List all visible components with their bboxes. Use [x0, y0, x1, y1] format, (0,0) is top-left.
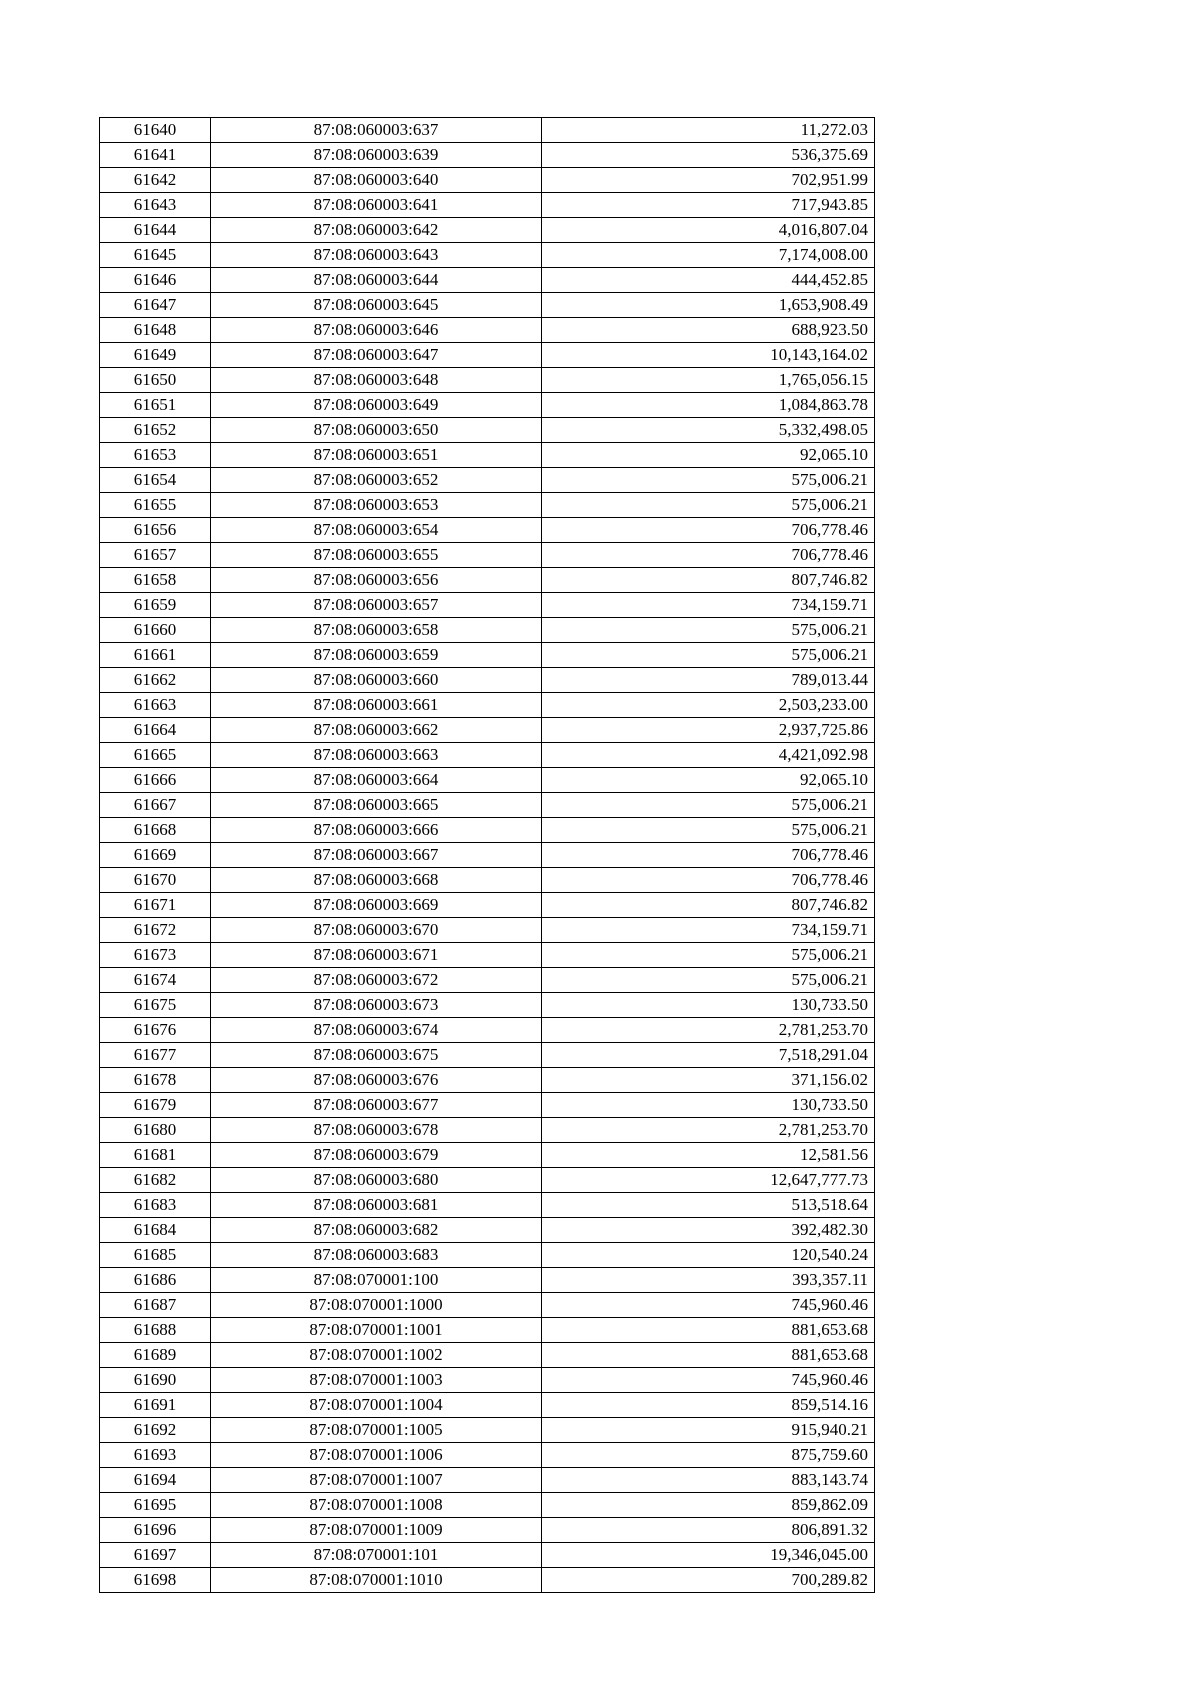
row-number-cell: 61670 — [100, 868, 211, 893]
row-number-cell: 61692 — [100, 1418, 211, 1443]
value-cell: 5,332,498.05 — [542, 418, 875, 443]
value-cell: 706,778.46 — [542, 868, 875, 893]
cadastral-number-cell: 87:08:070001:1001 — [211, 1318, 542, 1343]
cadastral-number-cell: 87:08:070001:1002 — [211, 1343, 542, 1368]
table-row — [100, 618, 875, 643]
table-row — [100, 943, 875, 968]
table-row — [100, 718, 875, 743]
row-number-cell: 61662 — [100, 668, 211, 693]
cadastral-number-cell: 87:08:070001:1003 — [211, 1368, 542, 1393]
cadastral-number-cell: 87:08:060003:672 — [211, 968, 542, 993]
value-cell: 120,540.24 — [542, 1243, 875, 1268]
table-row — [100, 118, 875, 143]
value-cell: 19,346,045.00 — [542, 1543, 875, 1568]
table-row — [100, 1243, 875, 1268]
table-row — [100, 468, 875, 493]
table-row — [100, 1018, 875, 1043]
cadastral-number-cell: 87:08:060003:657 — [211, 593, 542, 618]
cadastral-number-cell: 87:08:060003:650 — [211, 418, 542, 443]
table-row — [100, 1168, 875, 1193]
table-row — [100, 1543, 875, 1568]
value-cell: 859,862.09 — [542, 1493, 875, 1518]
row-number-cell: 61677 — [100, 1043, 211, 1068]
cadastral-number-cell: 87:08:060003:658 — [211, 618, 542, 643]
value-cell: 575,006.21 — [542, 643, 875, 668]
cadastral-number-cell: 87:08:060003:643 — [211, 243, 542, 268]
cadastral-number-cell: 87:08:060003:676 — [211, 1068, 542, 1093]
value-cell: 745,960.46 — [542, 1293, 875, 1318]
value-cell: 392,482.30 — [542, 1218, 875, 1243]
table-row — [100, 1218, 875, 1243]
row-number-cell: 61695 — [100, 1493, 211, 1518]
cadastral-number-cell: 87:08:060003:680 — [211, 1168, 542, 1193]
table-row — [100, 1468, 875, 1493]
table-row — [100, 893, 875, 918]
table-body — [100, 118, 875, 1593]
cadastral-number-cell: 87:08:060003:656 — [211, 568, 542, 593]
value-cell: 92,065.10 — [542, 768, 875, 793]
value-cell: 915,940.21 — [542, 1418, 875, 1443]
cadastral-number-cell: 87:08:060003:655 — [211, 543, 542, 568]
cadastral-number-cell: 87:08:060003:660 — [211, 668, 542, 693]
row-number-cell: 61659 — [100, 593, 211, 618]
row-number-cell: 61656 — [100, 518, 211, 543]
row-number-cell: 61687 — [100, 1293, 211, 1318]
cadastral-number-cell: 87:08:060003:659 — [211, 643, 542, 668]
data-table — [99, 117, 875, 1593]
row-number-cell: 61696 — [100, 1518, 211, 1543]
value-cell: 1,653,908.49 — [542, 293, 875, 318]
table-row — [100, 1143, 875, 1168]
row-number-cell: 61693 — [100, 1443, 211, 1468]
cadastral-number-cell: 87:08:060003:671 — [211, 943, 542, 968]
value-cell: 7,518,291.04 — [542, 1043, 875, 1068]
cadastral-number-cell: 87:08:070001:1000 — [211, 1293, 542, 1318]
table-row — [100, 418, 875, 443]
table-row — [100, 1393, 875, 1418]
row-number-cell: 61652 — [100, 418, 211, 443]
row-number-cell: 61645 — [100, 243, 211, 268]
table-row — [100, 543, 875, 568]
row-number-cell: 61694 — [100, 1468, 211, 1493]
row-number-cell: 61676 — [100, 1018, 211, 1043]
cadastral-number-cell: 87:08:060003:646 — [211, 318, 542, 343]
row-number-cell: 61651 — [100, 393, 211, 418]
value-cell: 4,421,092.98 — [542, 743, 875, 768]
row-number-cell: 61669 — [100, 843, 211, 868]
row-number-cell: 61643 — [100, 193, 211, 218]
cadastral-number-cell: 87:08:060003:681 — [211, 1193, 542, 1218]
table-row — [100, 493, 875, 518]
value-cell: 575,006.21 — [542, 818, 875, 843]
cadastral-number-cell: 87:08:060003:679 — [211, 1143, 542, 1168]
row-number-cell: 61698 — [100, 1568, 211, 1593]
value-cell: 10,143,164.02 — [542, 343, 875, 368]
cadastral-number-cell: 87:08:060003:644 — [211, 268, 542, 293]
value-cell: 2,781,253.70 — [542, 1018, 875, 1043]
row-number-cell: 61681 — [100, 1143, 211, 1168]
table-row — [100, 1293, 875, 1318]
row-number-cell: 61691 — [100, 1393, 211, 1418]
value-cell: 717,943.85 — [542, 193, 875, 218]
table-row — [100, 143, 875, 168]
row-number-cell: 61644 — [100, 218, 211, 243]
cadastral-number-cell: 87:08:060003:651 — [211, 443, 542, 468]
value-cell: 7,174,008.00 — [542, 243, 875, 268]
value-cell: 881,653.68 — [542, 1318, 875, 1343]
row-number-cell: 61674 — [100, 968, 211, 993]
cadastral-number-cell: 87:08:070001:1009 — [211, 1518, 542, 1543]
value-cell: 807,746.82 — [542, 893, 875, 918]
row-number-cell: 61689 — [100, 1343, 211, 1368]
table-row — [100, 293, 875, 318]
row-number-cell: 61650 — [100, 368, 211, 393]
row-number-cell: 61685 — [100, 1243, 211, 1268]
table-row — [100, 968, 875, 993]
value-cell: 706,778.46 — [542, 518, 875, 543]
cadastral-number-cell: 87:08:060003:675 — [211, 1043, 542, 1068]
cadastral-number-cell: 87:08:060003:661 — [211, 693, 542, 718]
table-row — [100, 818, 875, 843]
cadastral-number-cell: 87:08:060003:648 — [211, 368, 542, 393]
cadastral-number-cell: 87:08:060003:665 — [211, 793, 542, 818]
cadastral-number-cell: 87:08:070001:101 — [211, 1543, 542, 1568]
cadastral-number-cell: 87:08:060003:674 — [211, 1018, 542, 1043]
value-cell: 575,006.21 — [542, 943, 875, 968]
cadastral-number-cell: 87:08:060003:652 — [211, 468, 542, 493]
cadastral-number-cell: 87:08:060003:642 — [211, 218, 542, 243]
cadastral-number-cell: 87:08:060003:670 — [211, 918, 542, 943]
cadastral-number-cell: 87:08:060003:649 — [211, 393, 542, 418]
table-row — [100, 768, 875, 793]
cadastral-number-cell: 87:08:070001:1006 — [211, 1443, 542, 1468]
row-number-cell: 61655 — [100, 493, 211, 518]
value-cell: 1,084,863.78 — [542, 393, 875, 418]
row-number-cell: 61657 — [100, 543, 211, 568]
cadastral-number-cell: 87:08:060003:653 — [211, 493, 542, 518]
value-cell: 575,006.21 — [542, 618, 875, 643]
value-cell: 371,156.02 — [542, 1068, 875, 1093]
cadastral-number-cell: 87:08:060003:664 — [211, 768, 542, 793]
table-row — [100, 993, 875, 1018]
cadastral-number-cell: 87:08:060003:663 — [211, 743, 542, 768]
value-cell: 734,159.71 — [542, 593, 875, 618]
cadastral-number-cell: 87:08:060003:678 — [211, 1118, 542, 1143]
value-cell: 1,765,056.15 — [542, 368, 875, 393]
table-row — [100, 1443, 875, 1468]
table-row — [100, 1193, 875, 1218]
value-cell: 11,272.03 — [542, 118, 875, 143]
value-cell: 706,778.46 — [542, 843, 875, 868]
table-row — [100, 443, 875, 468]
row-number-cell: 61686 — [100, 1268, 211, 1293]
table-row — [100, 1343, 875, 1368]
table-row — [100, 218, 875, 243]
row-number-cell: 61697 — [100, 1543, 211, 1568]
value-cell: 806,891.32 — [542, 1518, 875, 1543]
value-cell: 536,375.69 — [542, 143, 875, 168]
table-row — [100, 518, 875, 543]
table-row — [100, 193, 875, 218]
table-row — [100, 1318, 875, 1343]
cadastral-number-cell: 87:08:070001:100 — [211, 1268, 542, 1293]
cadastral-number-cell: 87:08:060003:668 — [211, 868, 542, 893]
row-number-cell: 61642 — [100, 168, 211, 193]
value-cell: 2,937,725.86 — [542, 718, 875, 743]
value-cell: 92,065.10 — [542, 443, 875, 468]
value-cell: 393,357.11 — [542, 1268, 875, 1293]
cadastral-number-cell: 87:08:060003:666 — [211, 818, 542, 843]
value-cell: 130,733.50 — [542, 993, 875, 1018]
row-number-cell: 61680 — [100, 1118, 211, 1143]
table-row — [100, 868, 875, 893]
row-number-cell: 61649 — [100, 343, 211, 368]
value-cell: 4,016,807.04 — [542, 218, 875, 243]
table-row — [100, 1418, 875, 1443]
table-row — [100, 693, 875, 718]
table-row — [100, 343, 875, 368]
row-number-cell: 61661 — [100, 643, 211, 668]
row-number-cell: 61673 — [100, 943, 211, 968]
cadastral-number-cell: 87:08:070001:1010 — [211, 1568, 542, 1593]
value-cell: 881,653.68 — [542, 1343, 875, 1368]
cadastral-number-cell: 87:08:060003:669 — [211, 893, 542, 918]
cadastral-number-cell: 87:08:060003:641 — [211, 193, 542, 218]
cadastral-number-cell: 87:08:060003:647 — [211, 343, 542, 368]
value-cell: 575,006.21 — [542, 493, 875, 518]
value-cell: 859,514.16 — [542, 1393, 875, 1418]
value-cell: 575,006.21 — [542, 968, 875, 993]
cadastral-number-cell: 87:08:070001:1007 — [211, 1468, 542, 1493]
table-row — [100, 593, 875, 618]
row-number-cell: 61683 — [100, 1193, 211, 1218]
table-row — [100, 1493, 875, 1518]
value-cell: 883,143.74 — [542, 1468, 875, 1493]
cadastral-number-cell: 87:08:060003:645 — [211, 293, 542, 318]
row-number-cell: 61660 — [100, 618, 211, 643]
row-number-cell: 61640 — [100, 118, 211, 143]
table-row — [100, 368, 875, 393]
table-row — [100, 743, 875, 768]
table-row — [100, 168, 875, 193]
table-row — [100, 1268, 875, 1293]
row-number-cell: 61684 — [100, 1218, 211, 1243]
table-row — [100, 1093, 875, 1118]
table-row — [100, 793, 875, 818]
row-number-cell: 61646 — [100, 268, 211, 293]
table-row — [100, 268, 875, 293]
cadastral-number-cell: 87:08:060003:637 — [211, 118, 542, 143]
table-row — [100, 1118, 875, 1143]
cadastral-number-cell: 87:08:060003:673 — [211, 993, 542, 1018]
value-cell: 789,013.44 — [542, 668, 875, 693]
row-number-cell: 61648 — [100, 318, 211, 343]
table-row — [100, 318, 875, 343]
value-cell: 734,159.71 — [542, 918, 875, 943]
value-cell: 875,759.60 — [542, 1443, 875, 1468]
value-cell: 12,647,777.73 — [542, 1168, 875, 1193]
row-number-cell: 61672 — [100, 918, 211, 943]
value-cell: 12,581.56 — [542, 1143, 875, 1168]
row-number-cell: 61641 — [100, 143, 211, 168]
value-cell: 688,923.50 — [542, 318, 875, 343]
table-row — [100, 843, 875, 868]
table-row — [100, 1043, 875, 1068]
table-row — [100, 568, 875, 593]
cadastral-number-cell: 87:08:070001:1004 — [211, 1393, 542, 1418]
cadastral-number-cell: 87:08:060003:654 — [211, 518, 542, 543]
cadastral-number-cell: 87:08:060003:640 — [211, 168, 542, 193]
row-number-cell: 61666 — [100, 768, 211, 793]
row-number-cell: 61682 — [100, 1168, 211, 1193]
row-number-cell: 61690 — [100, 1368, 211, 1393]
table-row — [100, 668, 875, 693]
value-cell: 575,006.21 — [542, 468, 875, 493]
cadastral-number-cell: 87:08:060003:682 — [211, 1218, 542, 1243]
row-number-cell: 61658 — [100, 568, 211, 593]
value-cell: 2,781,253.70 — [542, 1118, 875, 1143]
table-row — [100, 393, 875, 418]
row-number-cell: 61668 — [100, 818, 211, 843]
table-row — [100, 1568, 875, 1593]
value-cell: 702,951.99 — [542, 168, 875, 193]
value-cell: 575,006.21 — [542, 793, 875, 818]
cadastral-number-cell: 87:08:060003:639 — [211, 143, 542, 168]
row-number-cell: 61664 — [100, 718, 211, 743]
value-cell: 513,518.64 — [542, 1193, 875, 1218]
row-number-cell: 61667 — [100, 793, 211, 818]
table-row — [100, 918, 875, 943]
row-number-cell: 61653 — [100, 443, 211, 468]
cadastral-number-cell: 87:08:060003:683 — [211, 1243, 542, 1268]
cadastral-number-cell: 87:08:060003:662 — [211, 718, 542, 743]
cadastral-number-cell: 87:08:070001:1005 — [211, 1418, 542, 1443]
table-row — [100, 243, 875, 268]
table-row — [100, 1518, 875, 1543]
cadastral-number-cell: 87:08:060003:677 — [211, 1093, 542, 1118]
value-cell: 706,778.46 — [542, 543, 875, 568]
row-number-cell: 61665 — [100, 743, 211, 768]
cadastral-number-cell: 87:08:060003:667 — [211, 843, 542, 868]
row-number-cell: 61654 — [100, 468, 211, 493]
table-row — [100, 643, 875, 668]
row-number-cell: 61647 — [100, 293, 211, 318]
value-cell: 444,452.85 — [542, 268, 875, 293]
value-cell: 2,503,233.00 — [542, 693, 875, 718]
row-number-cell: 61675 — [100, 993, 211, 1018]
row-number-cell: 61678 — [100, 1068, 211, 1093]
row-number-cell: 61671 — [100, 893, 211, 918]
cadastral-number-cell: 87:08:070001:1008 — [211, 1493, 542, 1518]
value-cell: 700,289.82 — [542, 1568, 875, 1593]
value-cell: 130,733.50 — [542, 1093, 875, 1118]
table-row — [100, 1068, 875, 1093]
value-cell: 807,746.82 — [542, 568, 875, 593]
value-cell: 745,960.46 — [542, 1368, 875, 1393]
row-number-cell: 61688 — [100, 1318, 211, 1343]
table-row — [100, 1368, 875, 1393]
row-number-cell: 61663 — [100, 693, 211, 718]
row-number-cell: 61679 — [100, 1093, 211, 1118]
